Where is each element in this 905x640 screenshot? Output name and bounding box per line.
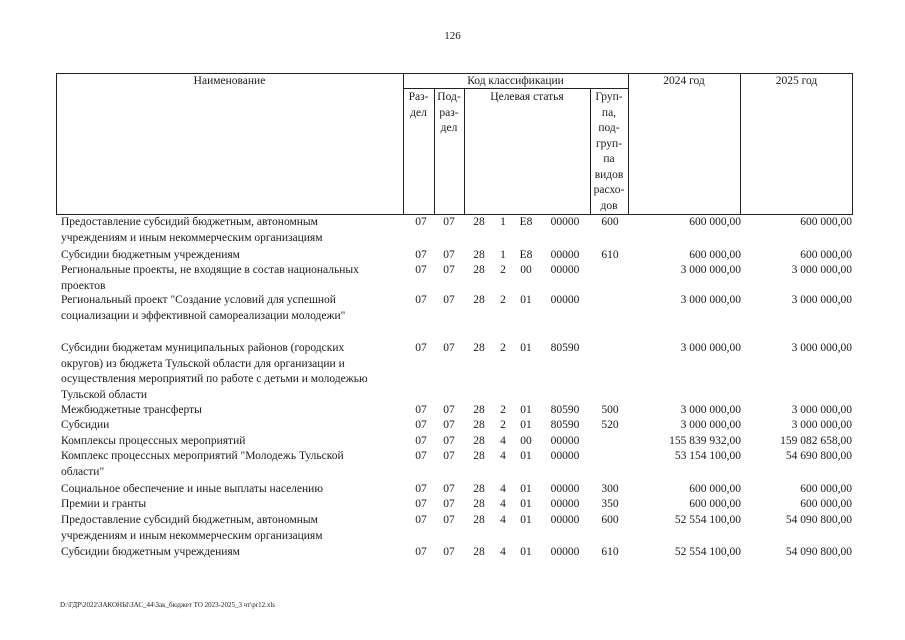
code-s1: 28: [473, 450, 485, 462]
code-s3: 01: [520, 514, 532, 526]
code-s2: 2: [500, 419, 506, 431]
amount-2025: 54 690 800,00: [785, 450, 852, 462]
page-number: 126: [444, 30, 461, 42]
code-s2: 2: [500, 404, 506, 416]
code-s4: 00000: [550, 216, 580, 228]
code-s2: 1: [500, 216, 506, 228]
code-s3: 01: [520, 294, 532, 306]
code-rz: 07: [415, 498, 427, 510]
code-pr: 07: [443, 294, 455, 306]
row-name: Региональный проект "Создание условий для успешной социализации и эффективной самореализации молодежи": [61, 294, 346, 322]
code-s1: 28: [473, 216, 485, 228]
code-pr: 07: [443, 435, 455, 447]
code-s1: 28: [473, 294, 485, 306]
code-s2: 4: [500, 546, 506, 558]
file-path: D:\ГДР\2022\ЗАКОНЫ\ЗАС_44\Зак_бюджет ТО 2023-2025_3 чт\pr12.xls: [60, 601, 275, 609]
code-s4: 00000: [550, 294, 580, 306]
row-name: Субсидии: [61, 419, 110, 431]
header-expense-group: Груп- па, под- груп- па видов расхо- дов: [593, 91, 625, 212]
code-s1: 28: [473, 546, 485, 558]
row-name: Комплексы процессных мероприятий: [61, 435, 246, 447]
row-name: Премии и гранты: [61, 498, 147, 510]
amount-2025: 3 000 000,00: [791, 419, 852, 431]
code-gr: 610: [601, 546, 619, 558]
code-gr: 600: [601, 514, 619, 526]
code-s3: 01: [520, 404, 532, 416]
amount-2024: 600 000,00: [689, 249, 741, 261]
code-rz: 07: [415, 514, 427, 526]
code-s4: 80590: [550, 419, 580, 431]
amount-2024: 3 000 000,00: [680, 264, 741, 276]
row-name: Субсидии бюджетным учреждениям: [61, 249, 240, 261]
code-s3: E8: [519, 216, 533, 228]
code-rz: 07: [415, 483, 427, 495]
code-rz: 07: [415, 546, 427, 558]
code-s1: 28: [473, 514, 485, 526]
amount-2024: 52 554 100,00: [674, 546, 741, 558]
code-pr: 07: [443, 264, 455, 276]
header-target-article: Целевая статья: [490, 91, 564, 103]
row-name: Региональные проекты, не входящие в состав национальных проектов: [61, 264, 359, 292]
header-name: Наименование: [193, 75, 266, 87]
amount-2024: 155 839 932,00: [669, 435, 741, 447]
amount-2024: 3 000 000,00: [680, 294, 741, 306]
code-s2: 4: [500, 514, 506, 526]
amount-2024: 600 000,00: [689, 216, 741, 228]
row-name: Комплекс процессных мероприятий "Молодежь Тульской области": [61, 450, 344, 478]
code-gr: 520: [601, 419, 619, 431]
amount-2025: 54 090 800,00: [785, 514, 852, 526]
code-s2: 4: [500, 450, 506, 462]
amount-2025: 600 000,00: [800, 216, 852, 228]
code-s4: 00000: [550, 249, 580, 261]
code-s2: 4: [500, 498, 506, 510]
amount-2025: 54 090 800,00: [785, 546, 852, 558]
code-gr: 600: [601, 216, 619, 228]
code-pr: 07: [443, 216, 455, 228]
code-s1: 28: [473, 404, 485, 416]
header-year-2025: 2025 год: [775, 75, 818, 87]
row-name: Социальное обеспечение и иные выплаты населению: [61, 483, 323, 495]
code-s2: 2: [500, 342, 506, 354]
divider: [464, 88, 465, 215]
code-s2: 2: [500, 264, 506, 276]
amount-2024: 3 000 000,00: [680, 404, 741, 416]
code-s3: E8: [519, 249, 533, 261]
code-pr: 07: [443, 498, 455, 510]
code-s4: 00000: [550, 498, 580, 510]
code-s3: 00: [520, 264, 532, 276]
code-pr: 07: [443, 404, 455, 416]
code-s3: 01: [520, 498, 532, 510]
code-s4: 80590: [550, 404, 580, 416]
code-rz: 07: [415, 404, 427, 416]
amount-2025: 3 000 000,00: [791, 342, 852, 354]
amount-2025: 600 000,00: [800, 249, 852, 261]
amount-2025: 3 000 000,00: [791, 404, 852, 416]
code-s3: 01: [520, 546, 532, 558]
amount-2025: 3 000 000,00: [791, 294, 852, 306]
code-pr: 07: [443, 419, 455, 431]
amount-2024: 600 000,00: [689, 498, 741, 510]
code-s4: 80590: [550, 342, 580, 354]
code-s4: 00000: [550, 264, 580, 276]
code-s1: 28: [473, 435, 485, 447]
code-s1: 28: [473, 498, 485, 510]
code-s1: 28: [473, 483, 485, 495]
header-section: Раз- дел: [408, 91, 429, 119]
code-rz: 07: [415, 435, 427, 447]
code-gr: 350: [601, 498, 619, 510]
code-s3: 01: [520, 419, 532, 431]
code-s3: 00: [520, 435, 532, 447]
amount-2025: 159 082 658,00: [780, 435, 852, 447]
code-s4: 00000: [550, 546, 580, 558]
divider: [740, 73, 741, 215]
code-s4: 00000: [550, 483, 580, 495]
divider: [628, 73, 629, 215]
code-pr: 07: [443, 342, 455, 354]
amount-2025: 3 000 000,00: [791, 264, 852, 276]
code-rz: 07: [415, 216, 427, 228]
code-s4: 00000: [550, 450, 580, 462]
code-pr: 07: [443, 450, 455, 462]
code-s2: 4: [500, 483, 506, 495]
code-s3: 01: [520, 450, 532, 462]
header-year-2024: 2024 год: [663, 75, 705, 87]
code-rz: 07: [415, 450, 427, 462]
code-s2: 1: [500, 249, 506, 261]
row-name: Субсидии бюджетным учреждениям: [61, 546, 240, 558]
code-rz: 07: [415, 249, 427, 261]
amount-2024: 53 154 100,00: [674, 450, 741, 462]
code-s2: 2: [500, 294, 506, 306]
row-name: Предоставление субсидий бюджетным, автономным учреждениям и иным некоммерческим организациям: [61, 514, 323, 542]
code-pr: 07: [443, 514, 455, 526]
amount-2024: 3 000 000,00: [680, 342, 741, 354]
code-gr: 500: [601, 404, 619, 416]
amount-2024: 600 000,00: [689, 483, 741, 495]
code-s1: 28: [473, 342, 485, 354]
code-s3: 01: [520, 483, 532, 495]
amount-2025: 600 000,00: [800, 498, 852, 510]
code-s4: 00000: [550, 435, 580, 447]
code-s3: 01: [520, 342, 532, 354]
code-s2: 4: [500, 435, 506, 447]
amount-2024: 52 554 100,00: [674, 514, 741, 526]
code-rz: 07: [415, 342, 427, 354]
code-rz: 07: [415, 419, 427, 431]
header-subsection: Под- раз- дел: [437, 91, 461, 134]
code-s1: 28: [473, 264, 485, 276]
amount-2024: 3 000 000,00: [680, 419, 741, 431]
code-rz: 07: [415, 264, 427, 276]
code-gr: 610: [601, 249, 619, 261]
code-gr: 300: [601, 483, 619, 495]
amount-2025: 600 000,00: [800, 483, 852, 495]
code-s1: 28: [473, 419, 485, 431]
code-rz: 07: [415, 294, 427, 306]
code-pr: 07: [443, 483, 455, 495]
code-pr: 07: [443, 546, 455, 558]
header-code-group: Код классификации: [467, 75, 564, 87]
code-pr: 07: [443, 249, 455, 261]
code-s4: 00000: [550, 514, 580, 526]
row-name: Межбюджетные трансферты: [61, 404, 202, 416]
code-s1: 28: [473, 249, 485, 261]
row-name: Предоставление субсидий бюджетным, автономным учреждениям и иным некоммерческим организациям: [61, 216, 323, 244]
row-name: Субсидии бюджетам муниципальных районов (городских округов) из бюджета Тульской области для организации и осуществления мероприятий по работе с детьми и молодежью Тульской области: [61, 342, 368, 401]
